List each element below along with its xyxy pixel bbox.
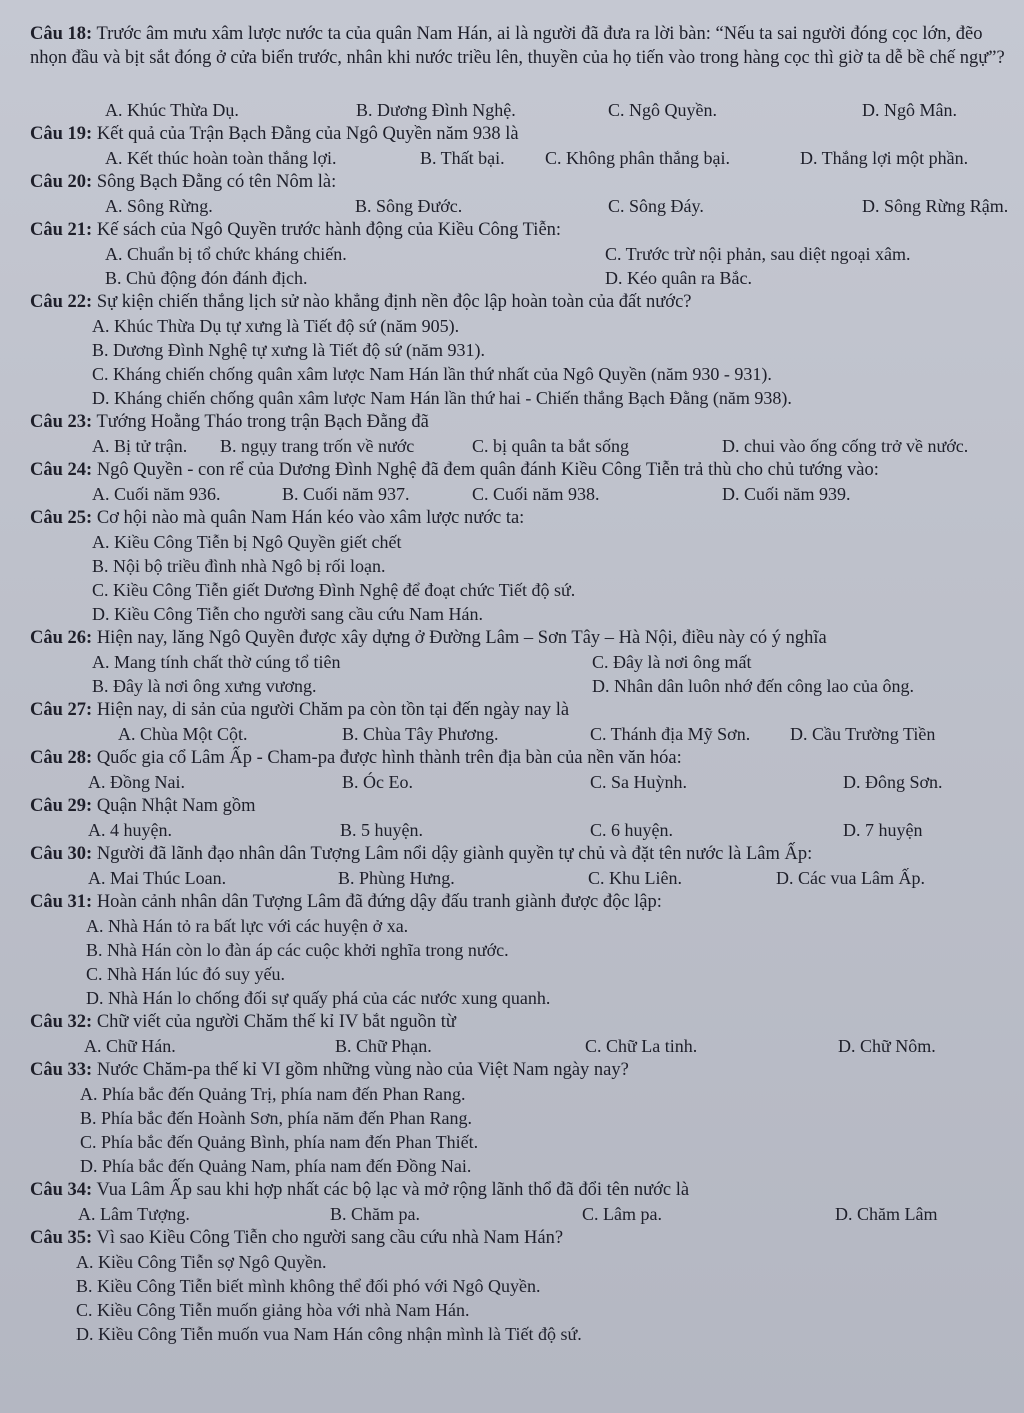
question-text — [30, 1178, 1020, 1202]
question-stem: Kết quả của Trận Bạch Đằng của Ngô Quyền năm 938 là — [96, 124, 519, 144]
option-c[interactable]: C. Trước trừ nội phản, sau diệt ngoại xâm. — [605, 244, 911, 264]
option-b[interactable]: B. Nội bộ triều đình nhà Ngô bị rối loạn. — [92, 556, 386, 576]
option-c[interactable]: C. 6 huyện. — [590, 820, 673, 840]
option-a[interactable]: A. Kiều Công Tiễn sợ Ngô Quyền. — [76, 1252, 327, 1272]
question-text — [30, 1226, 1020, 1250]
question-stem: Sông Bạch Đằng có tên Nôm là: — [96, 172, 337, 192]
option-c[interactable]: C. bị quân ta bắt sống — [472, 436, 629, 456]
option-a[interactable]: A. Chùa Một Cột. — [118, 724, 248, 744]
question-label: Câu 24: — [30, 460, 93, 480]
question-18 — [30, 22, 1020, 122]
option-b[interactable]: B. Dương Đình Nghệ. — [356, 100, 516, 120]
option-c[interactable]: C. Ngô Quyền. — [608, 100, 717, 120]
question-stem: Tướng Hoằng Tháo trong trận Bạch Đằng đã — [96, 412, 429, 432]
options-row — [30, 818, 1020, 842]
option-d[interactable]: D. Phía bắc đến Quảng Nam, phía nam đến Đồng Nai. — [80, 1156, 472, 1176]
question-29 — [30, 794, 1020, 842]
option-c[interactable]: C. Lâm pa. — [582, 1204, 662, 1224]
question-text — [30, 746, 1020, 770]
question-stem: Cơ hội nào mà quân Nam Hán kéo vào xâm lược nước ta: — [96, 508, 525, 528]
question-label: Câu 27: — [30, 700, 93, 720]
options-row — [30, 866, 1020, 890]
option-b[interactable]: B. Chữ Phạn. — [335, 1036, 432, 1056]
option-c[interactable]: C. Nhà Hán lúc đó suy yếu. — [86, 964, 285, 984]
option-d[interactable]: D. Nhà Hán lo chống đối sự quấy phá của các nước xung quanh. — [86, 988, 551, 1008]
options-list — [30, 314, 1020, 410]
question-label: Câu 25: — [30, 508, 93, 528]
question-35 — [30, 1226, 1020, 1346]
option-d[interactable]: D. Chữ Nôm. — [838, 1036, 936, 1056]
question-stem: Hiện nay, lăng Ngô Quyền được xây dựng ở Đường Lâm – Sơn Tây – Hà Nội, điều này có ý nghĩa — [96, 628, 827, 648]
question-label: Câu 31: — [30, 892, 93, 912]
option-a[interactable]: A. Sông Rừng. — [105, 196, 213, 216]
option-d[interactable]: D. chui vào ống cống trở về nước. — [722, 436, 969, 456]
option-a[interactable]: A. Bị tử trận. — [92, 436, 188, 456]
options-row — [30, 1034, 1020, 1058]
question-24 — [30, 458, 1020, 506]
option-a[interactable]: A. Nhà Hán tỏ ra bất lực với các huyện ở xa. — [86, 916, 409, 936]
option-d[interactable]: D. Thắng lợi một phần. — [800, 148, 969, 168]
option-a[interactable]: A. 4 huyện. — [88, 820, 172, 840]
options-row — [30, 770, 1020, 794]
option-b[interactable]: B. Cuối năm 937. — [282, 484, 410, 504]
question-label: Câu 30: — [30, 844, 93, 864]
option-b[interactable]: B. Sông Đước. — [355, 196, 463, 216]
question-text — [30, 698, 1020, 722]
option-a[interactable]: A. Lâm Tượng. — [78, 1204, 190, 1224]
option-c[interactable]: C. Sa Huỳnh. — [590, 772, 688, 792]
option-b[interactable]: B. Dương Đình Nghệ tự xưng là Tiết độ sứ (năm 931). — [92, 340, 486, 360]
option-b[interactable]: B. Đây là nơi ông xưng vương. — [92, 676, 317, 696]
option-d[interactable]: D. Ngô Mân. — [862, 100, 957, 120]
options-list — [30, 1250, 1020, 1346]
question-stem: Quận Nhật Nam gồm — [96, 796, 256, 816]
option-b[interactable]: B. Thất bại. — [420, 148, 505, 168]
question-stem: Sự kiện chiến thắng lịch sử nào khẳng định nền độc lập hoàn toàn của đất nước? — [96, 292, 692, 312]
option-b[interactable]: B. Chùa Tây Phương. — [342, 724, 499, 744]
option-c[interactable]: C. Kiều Công Tiễn muốn giảng hòa với nhà Nam Hán. — [76, 1300, 470, 1320]
option-d[interactable]: D. Kiều Công Tiễn muốn vua Nam Hán công nhận mình là Tiết độ sứ. — [76, 1324, 582, 1344]
option-a[interactable]: A. Chuẩn bị tổ chức kháng chiến. — [105, 244, 347, 264]
question-text — [30, 506, 1020, 530]
option-d[interactable]: D. Cuối năm 939. — [722, 484, 851, 504]
question-label: Câu 22: — [30, 292, 93, 312]
option-c[interactable]: C. Cuối năm 938. — [472, 484, 600, 504]
option-d[interactable]: D. Kiều Công Tiễn cho người sang cầu cứu Nam Hán. — [92, 604, 483, 624]
question-text — [30, 410, 1020, 434]
question-19 — [30, 122, 1020, 170]
options-row — [30, 434, 1020, 458]
options-grid — [30, 242, 1020, 290]
question-text — [30, 890, 1020, 914]
question-text — [30, 842, 1020, 866]
option-d[interactable]: D. Các vua Lâm Ấp. — [776, 868, 925, 888]
question-label: Câu 18: — [30, 24, 93, 44]
option-c[interactable]: C. Khu Liên. — [588, 868, 682, 888]
question-text — [30, 122, 1020, 146]
options-grid — [30, 650, 1020, 698]
option-c[interactable]: C. Thánh địa Mỹ Sơn. — [590, 724, 751, 744]
option-a[interactable]: A. Kiều Công Tiễn bị Ngô Quyền giết chết — [92, 532, 402, 552]
options-list — [30, 530, 1020, 626]
option-d[interactable]: D. Kéo quân ra Bắc. — [605, 268, 752, 288]
question-text — [30, 1058, 1020, 1082]
option-d[interactable]: D. Cầu Trường Tiền — [790, 724, 936, 744]
option-c[interactable]: C. Kháng chiến chống quân xâm lược Nam Hán lần thứ nhất của Ngô Quyền (năm 930 - 931). — [92, 364, 772, 384]
question-stem: Trước âm mưu xâm lược nước ta của quân Nam Hán, ai là người đã đưa ra lời bàn: “Nếu ta sai người đóng cọc lớn, đẽo nhọn đầu và bịt sắt đóng ở cửa biển trước, nhân khi nước triều lên, thuyền của họ tiến vào trong hàng cọc thì giờ ta dễ bề chế ngự”? — [30, 24, 1005, 68]
options-row — [30, 98, 1020, 122]
option-c[interactable]: C. Đây là nơi ông mất — [592, 652, 752, 672]
option-a[interactable]: A. Chữ Hán. — [84, 1036, 176, 1056]
question-stem: Ngô Quyền - con rể của Dương Đình Nghệ đã đem quân đánh Kiều Công Tiễn trả thù cho chủ tướng vào: — [96, 460, 879, 480]
options-row — [30, 722, 1020, 746]
option-a[interactable]: A. Mang tính chất thờ cúng tổ tiên — [92, 652, 341, 672]
option-b[interactable]: B. Chủ động đón đánh địch. — [105, 268, 308, 288]
question-33 — [30, 1058, 1020, 1178]
question-stem: Kế sách của Ngô Quyền trước hành động của Kiều Công Tiễn: — [96, 220, 562, 240]
option-a[interactable]: A. Cuối năm 936. — [92, 484, 221, 504]
options-list — [30, 914, 1020, 1010]
option-d[interactable]: D. Đông Sơn. — [843, 772, 943, 792]
option-b[interactable]: B. 5 huyện. — [340, 820, 423, 840]
options-row — [30, 194, 1020, 218]
question-stem: Hiện nay, di sản của người Chăm pa còn tồn tại đến ngày nay là — [96, 700, 570, 720]
question-stem: Chữ viết của người Chăm thế kỉ IV bắt nguồn từ — [96, 1012, 456, 1032]
question-label: Câu 35: — [30, 1228, 93, 1248]
option-b[interactable]: B. Phùng Hưng. — [338, 868, 455, 888]
options-list — [30, 1082, 1020, 1178]
option-c[interactable]: C. Phía bắc đến Quảng Bình, phía nam đến Phan Thiết. — [80, 1132, 479, 1152]
question-label: Câu 20: — [30, 172, 93, 192]
option-b[interactable]: B. Phía bắc đến Hoành Sơn, phía năm đến Phan Rang. — [80, 1108, 472, 1128]
question-text — [30, 218, 1020, 242]
question-22 — [30, 290, 1020, 410]
question-label: Câu 23: — [30, 412, 93, 432]
question-stem: Vua Lâm Ấp sau khi hợp nhất các bộ lạc và mở rộng lãnh thổ đã đổi tên nước là — [96, 1180, 690, 1200]
options-row — [30, 482, 1020, 506]
question-23 — [30, 410, 1020, 458]
question-28 — [30, 746, 1020, 794]
question-text — [30, 458, 1020, 482]
option-b[interactable]: B. Nhà Hán còn lo đàn áp các cuộc khởi nghĩa trong nước. — [86, 940, 509, 960]
option-c[interactable]: C. Kiều Công Tiễn giết Dương Đình Nghệ để đoạt chức Tiết độ sứ. — [92, 580, 576, 600]
question-25 — [30, 506, 1020, 626]
option-a[interactable]: A. Phía bắc đến Quảng Trị, phía nam đến Phan Rang. — [80, 1084, 466, 1104]
option-d[interactable]: D. Nhân dân luôn nhớ đến công lao của ông. — [592, 676, 914, 696]
question-label: Câu 28: — [30, 748, 93, 768]
option-d[interactable]: D. Chăm Lâm — [835, 1204, 938, 1224]
option-b[interactable]: B. ngụy trang trốn về nước — [220, 436, 415, 456]
option-a[interactable]: A. Kết thúc hoàn toàn thắng lợi. — [105, 148, 337, 168]
option-c[interactable]: C. Không phân thắng bại. — [545, 148, 730, 168]
question-label: Câu 19: — [30, 124, 93, 144]
question-text — [30, 22, 1020, 94]
question-text — [30, 170, 1020, 194]
question-list — [30, 22, 1020, 1346]
question-label: Câu 21: — [30, 220, 93, 240]
option-b[interactable]: B. Chăm pa. — [330, 1204, 420, 1224]
question-label: Câu 33: — [30, 1060, 93, 1080]
question-stem: Hoàn cảnh nhân dân Tượng Lâm đã đứng dậy đấu tranh giành được độc lập: — [96, 892, 662, 912]
options-row — [30, 146, 1020, 170]
option-a[interactable]: A. Mai Thúc Loan. — [88, 868, 227, 888]
question-stem: Nước Chăm-pa thế kỉ VI gồm những vùng nào của Việt Nam ngày nay? — [96, 1060, 629, 1080]
option-c[interactable]: C. Chữ La tinh. — [585, 1036, 698, 1056]
question-label: Câu 32: — [30, 1012, 93, 1032]
question-30 — [30, 842, 1020, 890]
option-a[interactable]: A. Khúc Thừa Dụ. — [105, 100, 239, 120]
option-a[interactable]: A. Đồng Nai. — [88, 772, 185, 792]
question-text — [30, 1010, 1020, 1034]
question-32 — [30, 1010, 1020, 1058]
question-20 — [30, 170, 1020, 218]
question-label: Câu 34: — [30, 1180, 93, 1200]
question-label: Câu 29: — [30, 796, 93, 816]
question-stem: Vì sao Kiều Công Tiễn cho người sang cầu cứu nhà Nam Hán? — [96, 1228, 564, 1248]
question-31 — [30, 890, 1020, 1010]
option-a[interactable]: A. Khúc Thừa Dụ tự xưng là Tiết độ sứ (năm 905). — [92, 316, 460, 336]
options-row — [30, 1202, 1020, 1226]
question-text — [30, 626, 1020, 650]
question-27 — [30, 698, 1020, 746]
question-stem: Quốc gia cổ Lâm Ấp - Cham-pa được hình thành trên địa bàn của nền văn hóa: — [96, 748, 682, 768]
option-c[interactable]: C. Sông Đáy. — [608, 196, 704, 216]
option-b[interactable]: B. Kiều Công Tiễn biết mình không thể đối phó với Ngô Quyền. — [76, 1276, 541, 1296]
option-d[interactable]: D. Kháng chiến chống quân xâm lược Nam Hán lần thứ hai - Chiến thắng Bạch Đằng (năm 938). — [92, 388, 792, 408]
option-d[interactable]: D. Sông Rừng Rậm. — [862, 196, 1009, 216]
question-21 — [30, 218, 1020, 290]
question-26 — [30, 626, 1020, 698]
option-d[interactable]: D. 7 huyện — [843, 820, 923, 840]
question-stem: Người đã lãnh đạo nhân dân Tượng Lâm nổi dậy giành quyền tự chủ và đặt tên nước là Lâm Ấp: — [96, 844, 813, 864]
question-text — [30, 290, 1020, 314]
question-34 — [30, 1178, 1020, 1226]
question-label: Câu 26: — [30, 628, 93, 648]
question-text — [30, 794, 1020, 818]
option-b[interactable]: B. Óc Eo. — [342, 772, 413, 792]
